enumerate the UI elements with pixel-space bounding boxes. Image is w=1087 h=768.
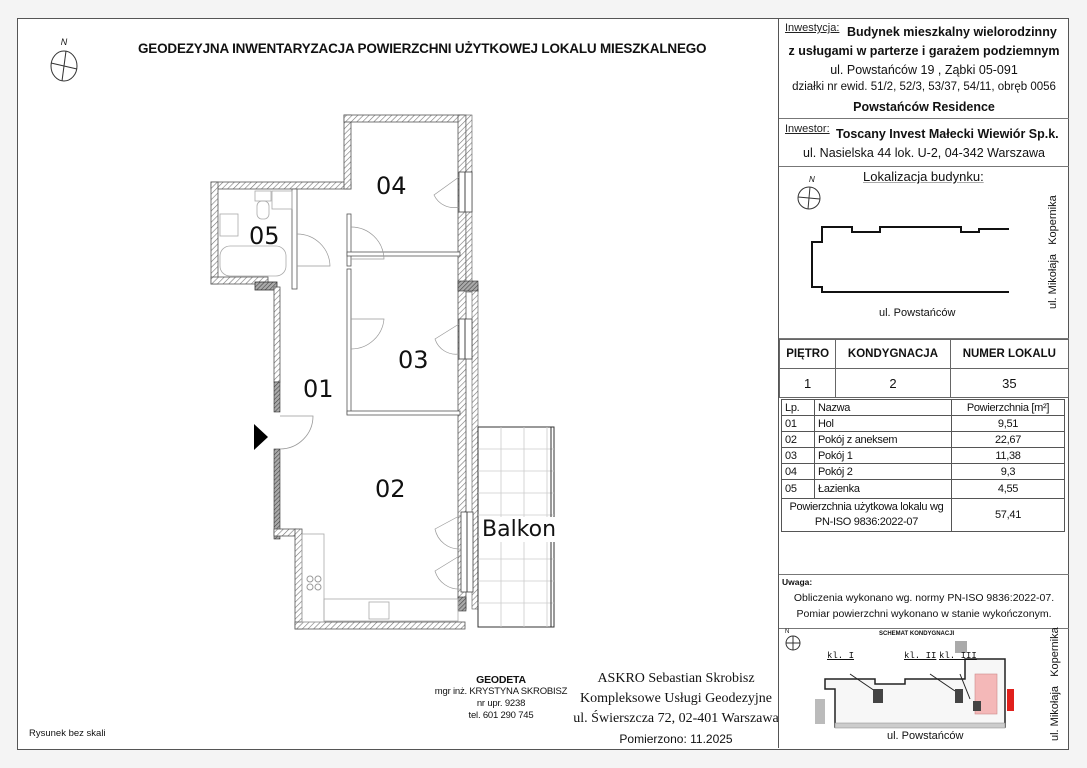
floor-plan bbox=[18, 19, 778, 659]
page-title: GEODEZYJNA INWENTARYZACJA POWIERZCHNI UŻYTKOWEJ LOKALU MIESZKALNEGO bbox=[138, 41, 707, 56]
company-block bbox=[571, 669, 781, 749]
row-lp: 05 bbox=[782, 480, 815, 499]
value-floor: 1 bbox=[780, 369, 836, 398]
notes-label: Uwaga: bbox=[782, 577, 813, 587]
investment-line1: Budynek mieszkalny wielorodzinny bbox=[847, 25, 1057, 39]
surveyor-block bbox=[431, 674, 571, 722]
investment-line2: z usługami w parterze i garażem podziemnym bbox=[788, 44, 1060, 58]
location-section bbox=[779, 167, 1069, 339]
notes-line1: Obliczenia wykonano wg. normy PN-ISO 9836:2022-07. bbox=[793, 592, 1055, 604]
investor-name: Toscany Invest Małecki Wiewiór Sp.k. bbox=[836, 127, 1059, 141]
measured-date: Pomierzono: 11.2025 bbox=[619, 732, 733, 746]
row-area: 9,51 bbox=[952, 416, 1065, 432]
row-name: Hol bbox=[815, 416, 952, 432]
company-name: ASKRO Sebastian Skrobisz bbox=[597, 671, 755, 686]
table-row bbox=[782, 448, 1065, 464]
entrance-marker-icon bbox=[254, 424, 268, 450]
notes-line2: Pomiar powierzchni wykonano w stanie wykończonym. bbox=[796, 608, 1052, 620]
room-label-02: 02 bbox=[375, 475, 406, 503]
stair-label-2: kl. II bbox=[904, 651, 937, 661]
surveyor-phone: tel. 601 290 745 bbox=[468, 710, 534, 721]
row-lp: 04 bbox=[782, 464, 815, 480]
col-area: Powierzchnia [m²] bbox=[952, 400, 1065, 416]
row-name: Pokój z aneksem bbox=[815, 432, 952, 448]
value-storey: 2 bbox=[836, 369, 950, 398]
compass-icon bbox=[796, 185, 824, 213]
row-name: Łazienka bbox=[815, 480, 952, 499]
info-panel bbox=[778, 19, 1069, 748]
header-storey: KONDYGNACJA bbox=[836, 340, 950, 369]
unit-info-table bbox=[779, 339, 1069, 398]
table-row bbox=[782, 480, 1065, 499]
location-north-label: N bbox=[809, 175, 815, 184]
notes-section bbox=[779, 574, 1069, 629]
total-row bbox=[782, 499, 1065, 532]
total-label-line1: Powierzchnia użytkowa lokalu wg bbox=[789, 501, 944, 513]
room-label-03: 03 bbox=[398, 346, 429, 374]
drawing-sheet bbox=[17, 18, 1069, 750]
surveyor-license: nr upr. 9238 bbox=[476, 698, 526, 709]
total-value: 57,41 bbox=[952, 499, 1065, 532]
row-lp: 02 bbox=[782, 432, 815, 448]
room-label-05: 05 bbox=[249, 222, 280, 250]
row-lp: 03 bbox=[782, 448, 815, 464]
building-outline bbox=[809, 212, 1009, 297]
investment-address: ul. Powstańców 19 , Ząbki 05-091 bbox=[830, 63, 1018, 77]
table-row bbox=[782, 432, 1065, 448]
row-area: 4,55 bbox=[952, 480, 1065, 499]
balcony-label: Balkon bbox=[482, 517, 557, 542]
rooms-table bbox=[781, 399, 1065, 532]
row-area: 11,38 bbox=[952, 448, 1065, 464]
table-row bbox=[782, 464, 1065, 480]
surveyor-title: GEODETA bbox=[476, 674, 526, 686]
header-unit-number: NUMER LOKALU bbox=[950, 340, 1068, 369]
schema-street-bottom: ul. Powstańców bbox=[887, 730, 964, 742]
stair-label-3: kl. III bbox=[939, 651, 977, 661]
scale-note: Rysunek bez skali bbox=[29, 728, 106, 739]
notes-text bbox=[779, 590, 1069, 622]
investment-plots: działki nr ewid. 51/2, 52/3, 53/37, 54/11, obręb 0056 bbox=[792, 81, 1056, 93]
schema-section bbox=[779, 629, 1069, 748]
surveyor-name: mgr inż. KRYSTYNA SKROBISZ bbox=[434, 686, 568, 697]
compass-icon bbox=[785, 635, 803, 653]
schema-title: SCHEMAT KONDYGNACJI bbox=[879, 631, 955, 637]
col-lp: Lp. bbox=[782, 400, 815, 416]
location-street-bottom: ul. Powstańców bbox=[879, 307, 956, 319]
investment-label: Inwestycja: bbox=[785, 22, 840, 34]
company-desc: Kompleksowe Usługi Geodezyjne bbox=[579, 691, 773, 706]
col-name: Nazwa bbox=[815, 400, 952, 416]
north-label: N bbox=[60, 37, 68, 47]
row-name: Pokój 2 bbox=[815, 464, 952, 480]
row-area: 9,3 bbox=[952, 464, 1065, 480]
header-floor: PIĘTRO bbox=[780, 340, 836, 369]
stair-label-1: kl. I bbox=[827, 651, 855, 661]
room-label-01: 01 bbox=[303, 375, 334, 403]
table-row bbox=[782, 416, 1065, 432]
value-unit-number: 35 bbox=[950, 369, 1068, 398]
investor-label: Inwestor: bbox=[785, 123, 830, 135]
investment-name: Powstańców Residence bbox=[853, 100, 995, 114]
investor-section bbox=[779, 119, 1069, 167]
location-title: Lokalizacja budynku: bbox=[863, 169, 984, 184]
total-label bbox=[782, 499, 952, 532]
company-address: ul. Świerszcza 72, 02-401 Warszawa bbox=[573, 711, 779, 726]
schema-street-right: ul. Mikołaja Kopernika bbox=[1049, 627, 1061, 741]
room-label-04: 04 bbox=[376, 172, 407, 200]
row-lp: 01 bbox=[782, 416, 815, 432]
row-area: 22,67 bbox=[952, 432, 1065, 448]
location-street-right: ul. Mikołaja Kopernika bbox=[1047, 195, 1059, 309]
investor-address: ul. Nasielska 44 lok. U-2, 04-342 Warszawa bbox=[803, 146, 1045, 160]
row-name: Pokój 1 bbox=[815, 448, 952, 464]
schema-north-label: N bbox=[785, 629, 790, 635]
investment-section bbox=[779, 19, 1069, 119]
total-label-line2: PN-ISO 9836:2022-07 bbox=[814, 516, 919, 528]
